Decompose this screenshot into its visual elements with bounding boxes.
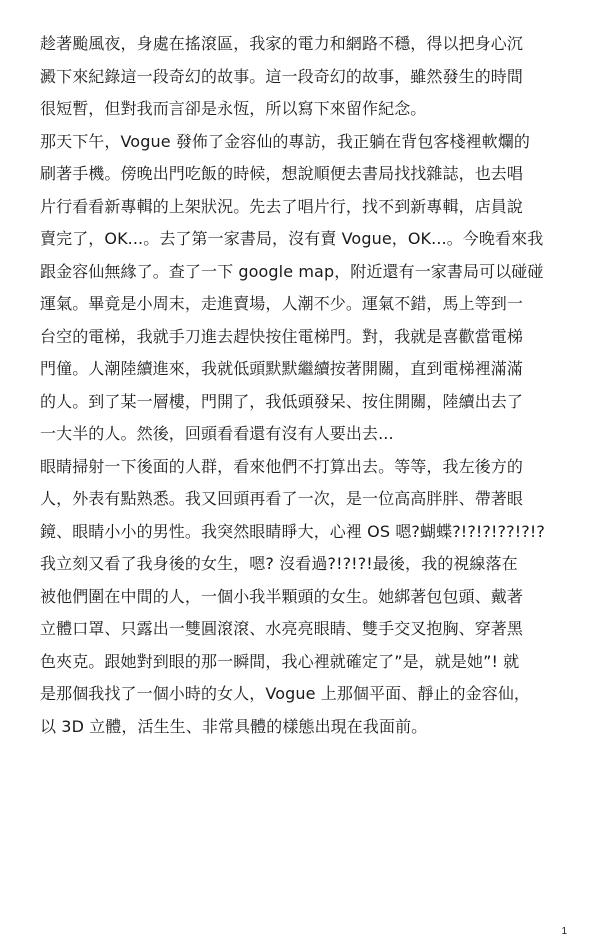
text-line: 跟金容仙無緣了。查了一下 google map，附近還有一家書局可以碰碰 bbox=[40, 261, 544, 281]
text-line: 人，外表有點熟悉。我又回頭再看了一次，是一位高高胖胖、帶著眼 bbox=[40, 489, 524, 508]
text-line: 趁著颱風夜，身處在搖滾區，我家的電力和網路不穩，得以把身心沉 bbox=[40, 34, 524, 53]
text-line: 刷著手機。傍晚出門吃飯的時候，想說順便去書局找找雜誌，也去唱 bbox=[40, 164, 524, 183]
paragraph-2 bbox=[40, 126, 570, 451]
paragraph-3 bbox=[40, 451, 570, 744]
text-line: 很短暫，但對我而言卻是永恆，所以寫下來留作紀念。 bbox=[40, 99, 427, 118]
text-line: 門僮。人潮陸續進來，我就低頭默默繼續按著開關，直到電梯裡滿滿 bbox=[40, 359, 524, 378]
text-line: 片行看看新專輯的上架狀況。先去了唱片行，找不到新專輯，店員說 bbox=[40, 196, 524, 216]
text-line: 被他們圍在中間的人，一個小我半顆頭的女生。她綁著包包頭、戴著 bbox=[40, 586, 524, 606]
text-line: 一大半的人。然後，回頭看看還有沒有人要出去... bbox=[40, 424, 394, 443]
document-body bbox=[40, 28, 570, 743]
text-line: 眼睛掃射一下後面的人群，看來他們不打算出去。等等，我左後方的 bbox=[40, 456, 524, 476]
paragraph-1 bbox=[40, 28, 570, 126]
text-line: 鏡、眼睛小小的男性。我突然眼睛睜大，心裡 OS 嗯?蝴蝶?!?!?!??!?!? bbox=[40, 521, 545, 541]
text-line: 的人。到了某一層樓，門開了，我低頭發呆、按住開關，陸續出去了 bbox=[40, 391, 524, 411]
text-line: 立體口罩、只露出一雙圓滾滾、水亮亮眼睛、雙手交叉抱胸、穿著黑 bbox=[40, 619, 524, 638]
text-line: 澱下來紀錄這一段奇幻的故事。這一段奇幻的故事，雖然發生的時間 bbox=[40, 66, 524, 86]
text-line: 台空的電梯，我就手刀進去趕快按住電梯門。對，我就是喜歡當電梯 bbox=[40, 326, 524, 346]
page-number: 1 bbox=[561, 926, 567, 937]
text-line: 運氣。畢竟是小周末，走進賣場，人潮不少。運氣不錯，馬上等到一 bbox=[40, 294, 524, 313]
text-line: 我立刻又看了我身後的女生，嗯? 沒看過?!?!?!最後，我的視線落在 bbox=[40, 554, 518, 573]
text-line: 色夾克。跟她對到眼的那一瞬間，我心裡就確定了”是，就是她”! 就 bbox=[40, 651, 520, 671]
text-line: 賣完了，OK...。去了第一家書局，沒有賣 Vogue，OK...。今晚看來我 bbox=[40, 229, 544, 248]
text-line: 是那個我找了一個小時的女人，Vogue 上那個平面、靜止的金容仙， bbox=[40, 684, 531, 703]
text-line: 那天下午，Vogue 發佈了金容仙的專訪，我正躺在背包客棧裡軟爛的 bbox=[40, 131, 531, 151]
text-line: 以 3D 立體，活生生、非常具體的樣態出現在我面前。 bbox=[40, 716, 428, 736]
